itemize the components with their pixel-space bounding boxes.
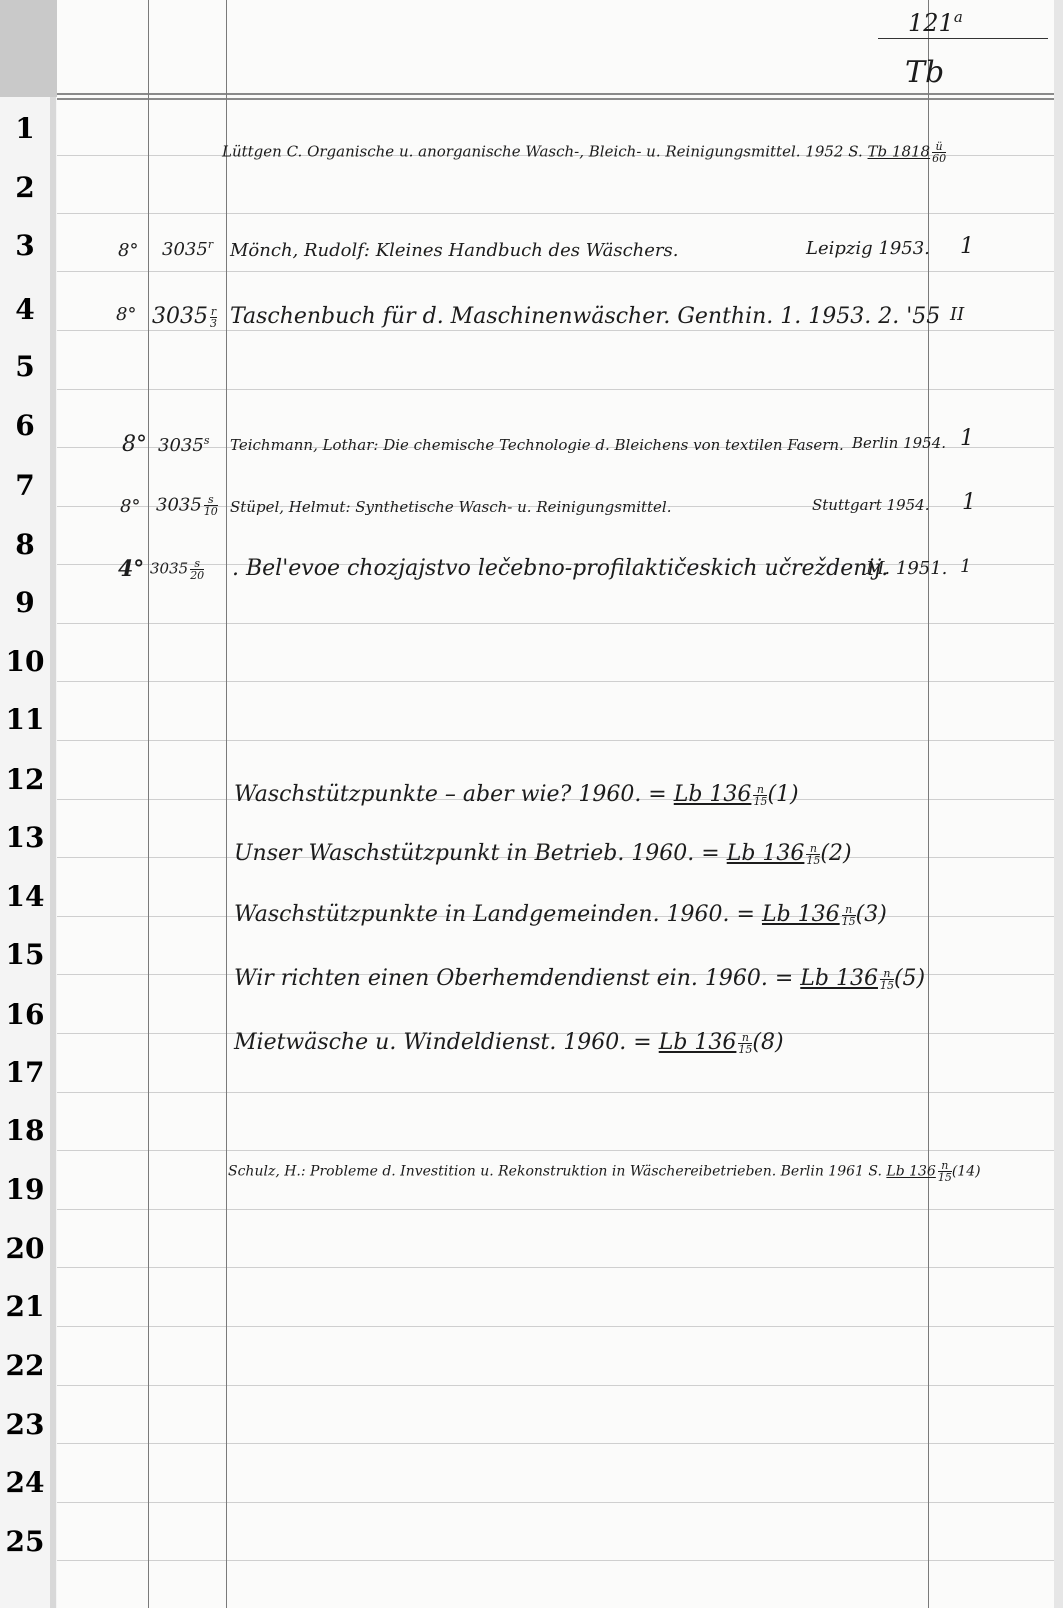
row-number: 8 [15, 528, 35, 561]
row-number: 11 [5, 703, 45, 736]
entry-text: Schulz, H.: Probleme d. Investition u. Rekonstruktion in Wäschereibetrieben. Berlin 1961 S. Lb 136 $\frac{n}{15}$ (14) [228, 1159, 981, 1184]
entry-format: 8° [122, 432, 147, 457]
row-number: 7 [15, 469, 35, 502]
ruled-line [57, 1267, 1054, 1268]
entry-place: Leipzig 1953. [806, 238, 930, 259]
entry-shelfmark: Tb 1818 [867, 142, 931, 161]
ruled-line [57, 1443, 1054, 1444]
section-mark: Tb [905, 55, 945, 90]
row-number: 9 [15, 586, 35, 619]
ruled-line [57, 1150, 1054, 1151]
entry-signature: 3035 $\frac{s}{20}$ [150, 557, 205, 582]
entry-text: Teichmann, Lothar: Die chemische Technologie d. Bleichens von textilen Fasern. [230, 436, 844, 454]
ruled-line [57, 681, 1054, 682]
row-number: 2 [15, 171, 35, 204]
ruled-line [57, 1502, 1054, 1503]
entry-text: Lüttgen C. Organische u. anorganische Wasch-, Bleich- u. Reinigungsmittel. 1952 S. Tb 1818 $\frac{ü}{60}$ [222, 140, 947, 165]
ruled-line [57, 330, 1054, 331]
row-number: 5 [15, 350, 35, 383]
entry-text: Wir richten einen Oberhemdendienst ein. 1960. = Lb 136 $\frac{n}{15}$ (5) [234, 966, 926, 992]
entry-count: 1 [960, 234, 974, 259]
entry-count: 1 [962, 490, 976, 515]
ruled-line [57, 623, 1054, 624]
row-number: 16 [5, 998, 45, 1031]
row-number: 15 [5, 938, 45, 971]
header-rule-2 [57, 98, 1054, 100]
row-number: 4 [15, 293, 35, 326]
row-number: 1 [15, 112, 35, 145]
entry-place: Berlin 1954. [852, 434, 947, 452]
shelfmark-fraction: $\frac{ü}{60}$ [932, 140, 947, 165]
entry-signature: 3035 $\frac{s}{10}$ [156, 493, 218, 518]
entry-place: Stuttgart 1954. [812, 496, 930, 514]
entry-text: . Bel'evoe chozjajstvo lečebno-profilaktičeskich učreždenij. [232, 556, 889, 581]
entry-text: Unser Waschstützpunkt in Betrieb. 1960. = Lb 136 $\frac{n}{15}$ (2) [234, 841, 852, 867]
entry-signature: 3035$^r$ [162, 238, 214, 260]
column-rule-signature [226, 0, 227, 1608]
ruled-line [57, 1326, 1054, 1327]
header-rule [57, 93, 1054, 95]
entry-format: 8° [118, 240, 139, 261]
entry-shelfmark: Lb 136 [673, 782, 752, 807]
entry-text: Stüpel, Helmut: Synthetische Wasch- u. Reinigungsmittel. [230, 498, 672, 516]
row-number: 21 [5, 1290, 45, 1323]
entry-count: 1 [960, 556, 972, 577]
margin-corner [0, 0, 57, 97]
row-number: 24 [5, 1466, 45, 1499]
entry-format: 8° [116, 304, 137, 325]
entry-shelfmark: Lb 136 [886, 1163, 936, 1180]
entry-text: Mönch, Rudolf: Kleines Handbuch des Wäschers. [230, 240, 679, 261]
entry-format: 4° [118, 556, 145, 582]
entry-shelfmark: Lb 136 [800, 966, 878, 991]
row-number: 23 [5, 1408, 45, 1441]
row-number: 17 [5, 1056, 45, 1089]
entry-text: Waschstützpunkte – aber wie? 1960. = Lb 136 $\frac{n}{15}$ (1) [234, 782, 799, 808]
margin-edge [50, 97, 56, 1608]
row-number: 6 [15, 409, 35, 442]
row-number: 3 [15, 229, 35, 262]
page-number: 121$^a$ [908, 8, 963, 37]
ruled-line [57, 1560, 1054, 1561]
row-number: 22 [5, 1349, 45, 1382]
row-number: 12 [5, 763, 45, 796]
ruled-line [57, 389, 1054, 390]
ruled-line [57, 1385, 1054, 1386]
entry-text: Waschstützpunkte in Landgemeinden. 1960. = Lb 136 $\frac{n}{15}$ (3) [234, 902, 887, 928]
entry-signature: 3035 $\frac{r}{3}$ [152, 304, 217, 330]
row-number: 13 [5, 821, 45, 854]
row-number: 18 [5, 1114, 45, 1147]
page-number-rule [878, 38, 1048, 39]
ruled-line [57, 1209, 1054, 1210]
entry-signature: 3035$^s$ [158, 434, 210, 456]
entry-format: 8° [120, 496, 141, 517]
row-number: 10 [5, 645, 45, 678]
row-number: 20 [5, 1232, 45, 1265]
ruled-line [57, 1092, 1054, 1093]
entry-count: II [950, 304, 965, 325]
entry-count: 1 [960, 426, 974, 451]
ruled-line [57, 740, 1054, 741]
ruled-line [57, 271, 1054, 272]
row-number: 25 [5, 1525, 45, 1558]
entry-text: Taschenbuch für d. Maschinenwäscher. Genthin. 1. 1953. 2. '55 [230, 304, 941, 329]
row-number: 19 [5, 1173, 45, 1206]
entry-place: M. 1951. [866, 558, 948, 579]
entry-text: Mietwäsche u. Windeldienst. 1960. = Lb 136 $\frac{n}{15}$ (8) [234, 1030, 784, 1056]
row-number: 14 [5, 880, 45, 913]
entry-shelfmark: Lb 136 [726, 841, 805, 866]
entry-shelfmark: Lb 136 [761, 902, 840, 927]
page-edge [1054, 0, 1063, 1608]
ruled-line [57, 213, 1054, 214]
entry-shelfmark: Lb 136 [658, 1030, 737, 1055]
column-rule-format [148, 0, 149, 1608]
